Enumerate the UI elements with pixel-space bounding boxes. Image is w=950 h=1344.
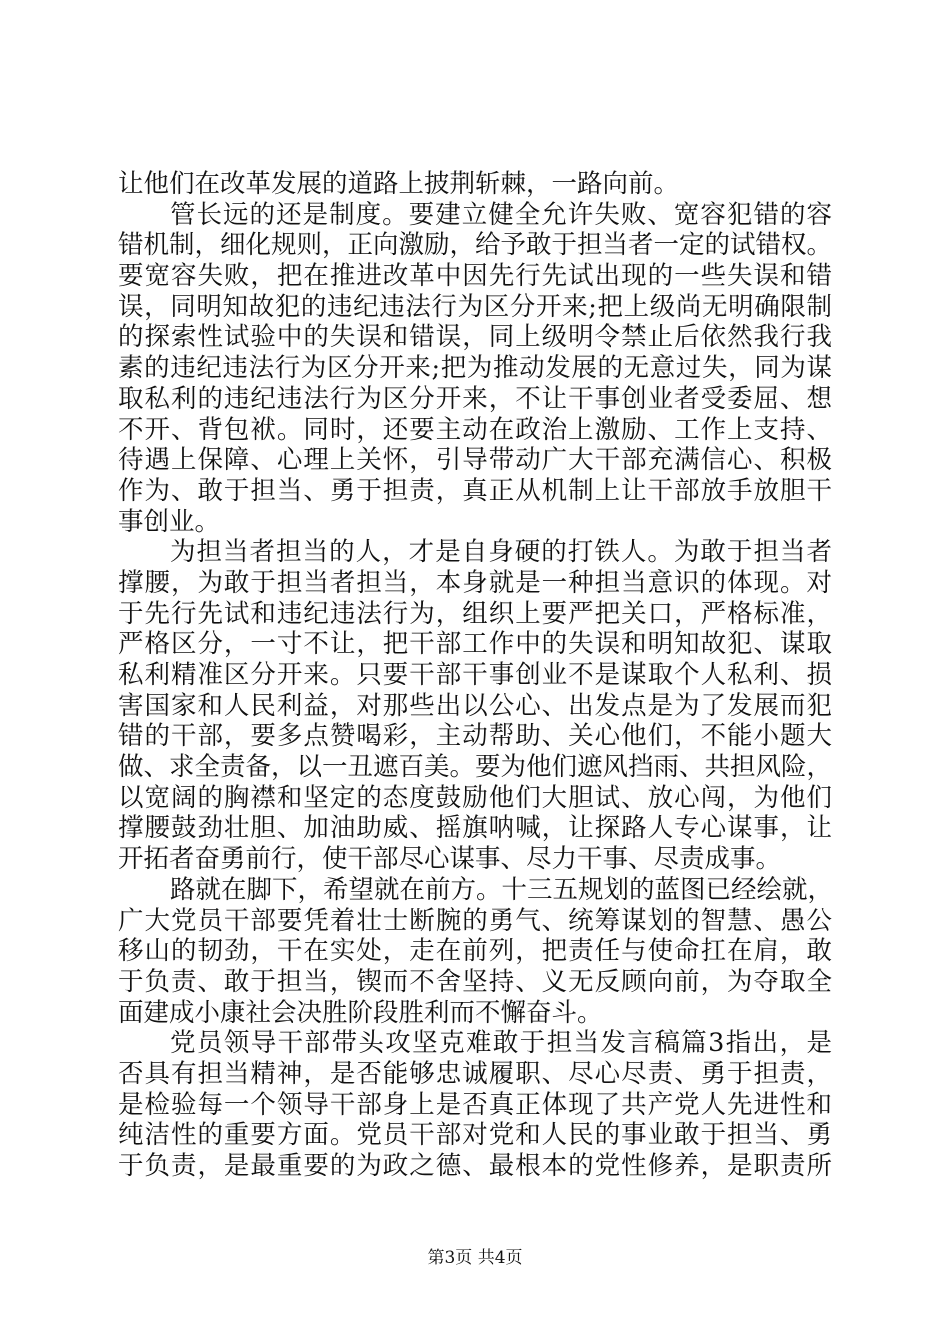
text-line: 做、求全责备，以一丑遮百美。要为他们遮风挡雨、共担风险， — [118, 752, 833, 783]
text-line: 为担当者担当的人，才是自身硬的打铁人。为敢于担当者 — [170, 537, 832, 568]
text-line: 取私利的违纪违法行为区分开来，不让干事创业者受委屈、想 — [118, 383, 832, 414]
text-line: 不开、背包袱。同时，还要主动在政治上激励、工作上支持、 — [118, 414, 832, 445]
text-line: 私利精准区分开来。只要干部干事创业不是谋取个人私利、损 — [118, 660, 832, 690]
text-line: 是检验每一个领导干部身上是否真正体现了共产党人先进性和 — [118, 1089, 832, 1120]
text-line: 否具有担当精神，是否能够忠诚履职、尽心尽责、勇于担责， — [118, 1058, 832, 1089]
text-line: 面建成小康社会决胜阶段胜利而不懈奋斗。 — [118, 997, 603, 1028]
text-line: 于负责、敢于担当，锲而不舍坚持、义无反顾向前，为夺取全 — [118, 966, 832, 997]
document-body — [118, 169, 832, 1182]
text-line: 待遇上保障、心理上关怀，引导带动广大干部充满信心、积极 — [118, 445, 832, 476]
text-line: 广大党员干部要凭着壮士断腕的勇气、统筹谋划的智慧、愚公 — [118, 905, 832, 936]
text-line: 让他们在改革发展的道路上披荆斩棘，一路向前。 — [118, 169, 680, 199]
text-line: 开拓者奋勇前行，使干部尽心谋事、尽力干事、尽责成事。 — [118, 844, 782, 875]
text-line: 素的违纪违法行为区分开来;把为推动发展的无意过失，同为谋 — [118, 353, 832, 384]
text-line: 党员领导干部带头攻坚克难敢于担当发言稿篇3指出，是 — [170, 1028, 832, 1059]
text-line: 以宽阔的胸襟和坚定的态度鼓励他们大胆试、放心闯，为他们 — [118, 782, 832, 813]
text-line: 事创业。 — [118, 506, 221, 537]
text-line: 管长远的还是制度。要建立健全允许失败、宽容犯错的容 — [170, 199, 832, 230]
text-line: 于先行先试和违纪违法行为，组织上要严把关口，严格标准， — [118, 598, 832, 629]
text-line: 误，同明知故犯的违纪违法行为区分开来;把上级尚无明确限制 — [118, 291, 832, 322]
text-line: 移山的韧劲，干在实处，走在前列，把责任与使命扛在肩，敢 — [118, 936, 832, 967]
text-line: 错机制，细化规则，正向激励，给予敢于担当者一定的试错权。 — [118, 230, 833, 261]
text-line: 严格区分，一寸不让，把干部工作中的失误和明知故犯、谋取 — [118, 629, 832, 660]
text-line: 撑腰鼓劲壮胆、加油助威、摇旗呐喊，让探路人专心谋事，让 — [118, 813, 832, 844]
text-line: 要宽容失败，把在推进改革中因先行先试出现的一些失误和错 — [118, 261, 832, 292]
text-line: 纯洁性的重要方面。党员干部对党和人民的事业敢于担当、勇 — [118, 1120, 832, 1151]
text-line: 错的干部，要多点赞喝彩，主动帮助、关心他们，不能小题大 — [118, 721, 832, 752]
text-line: 于负责，是最重要的为政之德、最根本的党性修养，是职责所 — [118, 1151, 832, 1181]
page-footer: 第3页 共4页 — [427, 1248, 523, 1268]
text-line: 害国家和人民利益，对那些出以公心、出发点是为了发展而犯 — [118, 690, 832, 721]
text-line: 作为、敢于担当、勇于担责，真正从机制上让干部放手放胆干 — [118, 475, 832, 506]
text-line: 的探索性试验中的失误和错误，同上级明令禁止后依然我行我 — [118, 322, 832, 353]
text-line: 撑腰，为敢于担当者担当，本身就是一种担当意识的体现。对 — [118, 567, 832, 598]
text-line: 路就在脚下，希望就在前方。十三五规划的蓝图已经绘就， — [170, 874, 834, 905]
